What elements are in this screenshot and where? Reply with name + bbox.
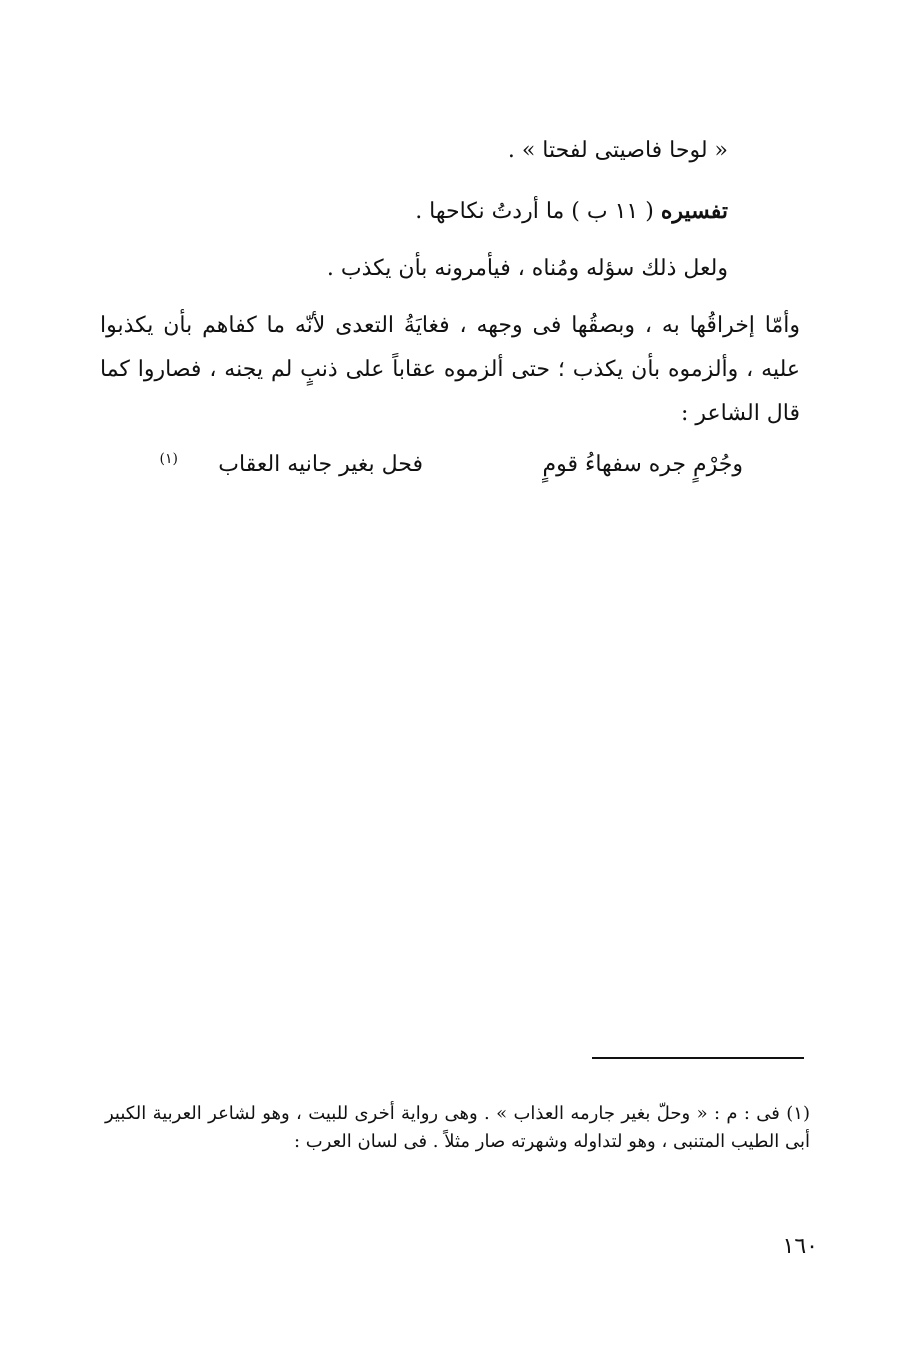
text-line-2-rest: ( ١١ ب ) ما أردتُ نكاحها . (415, 199, 661, 224)
verse-footnote-marker: (١) (159, 451, 178, 467)
text-line-1: « لوحا فاصيتى لفحتا » . (507, 138, 728, 163)
text-line-3: ولعل ذلك سؤله ومُناه ، فيأمرونه بأن يكذب . (326, 256, 728, 281)
text-line-2 (415, 196, 728, 227)
verse-hemistich-2: فحل بغير جانيه العقاب (218, 452, 423, 477)
footnote-text: (١) فى : م : « وحلّ بغير جارمه العذاب » . وهى رواية أخرى للبيت ، وهو لشاعر العربية الكبير أبى الطيب المتنبى ، وهو لتداوله وشهرته صار مثلاً . فى لسان العرب : (105, 1103, 810, 1152)
body-paragraph: وأمّا إخراقُها به ، وبصقُها فى وجهه ، فغايَةُ التعدى لأنّه ما كفاهم بأن يكذبوا عليه ، وألزموه بأن يكذب ؛ حتى ألزموه عقاباً على ذنبٍ لم يجنه ، فصاروا كما قال الشاعر : (100, 313, 800, 426)
tafsiruhu-heading: تفسيره (660, 198, 728, 224)
page-number: ١٦٠ (782, 1234, 818, 1259)
footnote-separator (592, 1057, 804, 1059)
poetry-verse (143, 450, 743, 482)
verse-hemistich-1: وجُرْمٍ جره سفهاءُ قومٍ (542, 452, 743, 477)
